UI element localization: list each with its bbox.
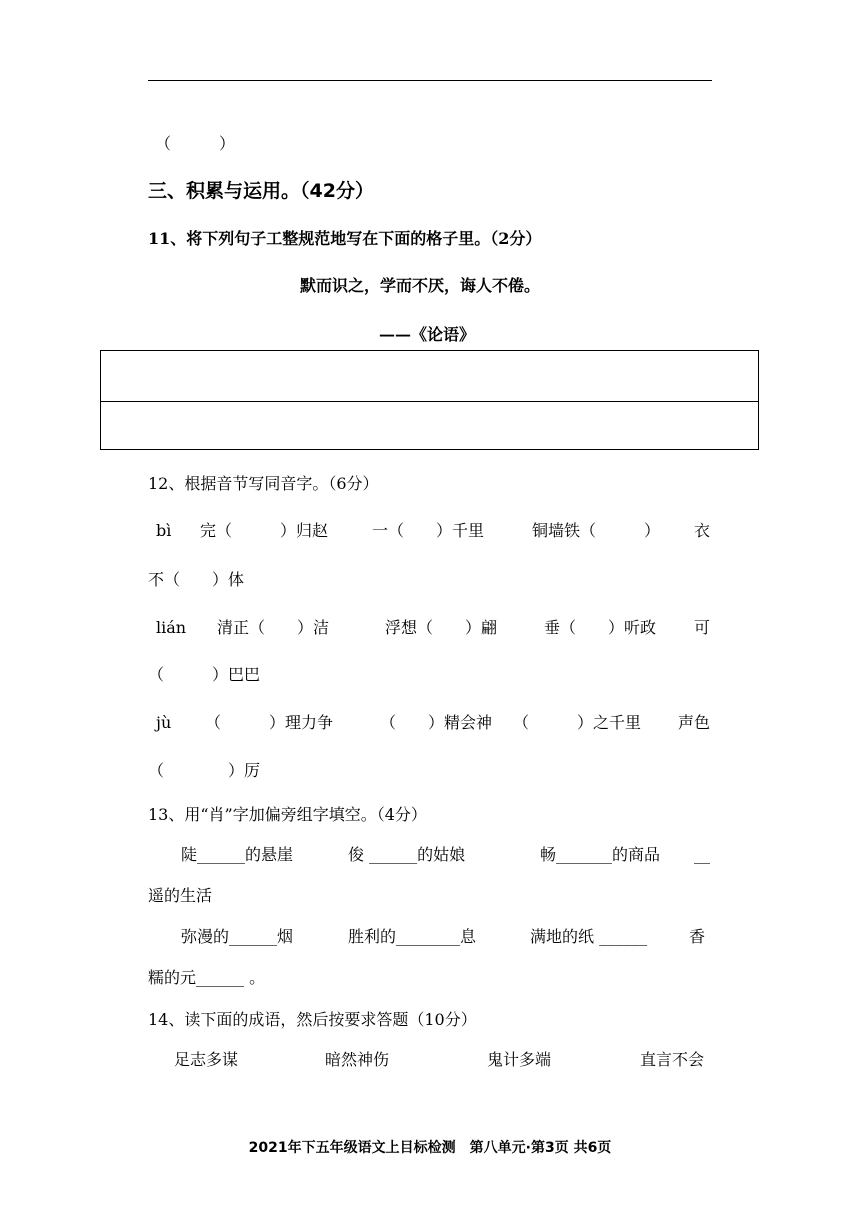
q13-item: 满地的纸 ______	[530, 927, 648, 946]
q12-item: （ ）巴巴	[148, 665, 261, 684]
q12-item: （ ）精会神	[380, 713, 493, 732]
q13-item: 俊 ______的姑娘	[348, 845, 466, 864]
q14-idiom: 足志多谋	[174, 1050, 239, 1069]
q13-prompt: 13、用“肖”字加偏旁组字填空。（4分）	[148, 805, 427, 824]
q12-item: （ ）厉	[148, 761, 261, 780]
q12-item: 衣	[694, 521, 711, 540]
section-3-title: 三、积累与运用。（42分）	[148, 180, 374, 202]
q14-idiom: 鬼计多端	[487, 1050, 552, 1069]
page-footer: 2021年下五年级语文上目标检测 第八单元·第3页 共6页	[248, 1140, 612, 1156]
q12-pinyin-lian: lián	[156, 618, 187, 637]
writing-grid-row[interactable]	[101, 351, 758, 401]
top-rule	[148, 80, 712, 81]
writing-grid-row[interactable]	[101, 401, 758, 451]
q12-pinyin-ju: jù	[156, 713, 172, 732]
q12-item: 铜墙铁（ ）	[532, 521, 661, 540]
q12-item: 清正（ ）洁	[217, 618, 330, 637]
answer-paren: （ ）	[155, 134, 236, 153]
q13-item: 弥漫的______烟	[181, 927, 294, 946]
q13-item: 陡______的悬崖	[181, 845, 294, 864]
q13-item: 香	[689, 927, 706, 946]
q13-item: 遥的生活	[148, 886, 213, 905]
q12-item: 浮想（ ）翩	[385, 618, 498, 637]
q12-pinyin-bi: bì	[156, 521, 172, 540]
q12-item: 可	[694, 618, 711, 637]
q12-item: （ ）理力争	[205, 713, 334, 732]
q12-prompt: 12、根据音节写同音字。（6分）	[148, 474, 379, 493]
q14-idiom: 暗然神伤	[325, 1050, 390, 1069]
q11-quote: 默而识之，学而不厌，诲人不倦。	[300, 276, 541, 295]
q13-item: 胜利的________息	[348, 927, 477, 946]
q11-source: ——《论语》	[379, 325, 476, 344]
q14-prompt: 14、读下面的成语，然后按要求答题（10分）	[148, 1010, 477, 1029]
q12-item: 不（ ）体	[148, 570, 245, 589]
q12-item: 声色	[678, 713, 711, 732]
q12-item: 一（ ）千里	[372, 521, 485, 540]
q13-item: __	[694, 845, 710, 864]
q12-item: （ ）之千里	[513, 713, 642, 732]
q13-item: 畅_______的商品	[540, 845, 661, 864]
q11-prompt: 11、将下列句子工整规范地写在下面的格子里。（2分）	[148, 229, 542, 248]
q13-item: 糯的元______ 。	[148, 968, 266, 987]
q14-idiom: 直言不会	[640, 1050, 705, 1069]
q12-item: 完（ ）归赵	[200, 521, 329, 540]
writing-grid[interactable]	[100, 350, 759, 450]
q12-item: 垂（ ）听政	[544, 618, 657, 637]
